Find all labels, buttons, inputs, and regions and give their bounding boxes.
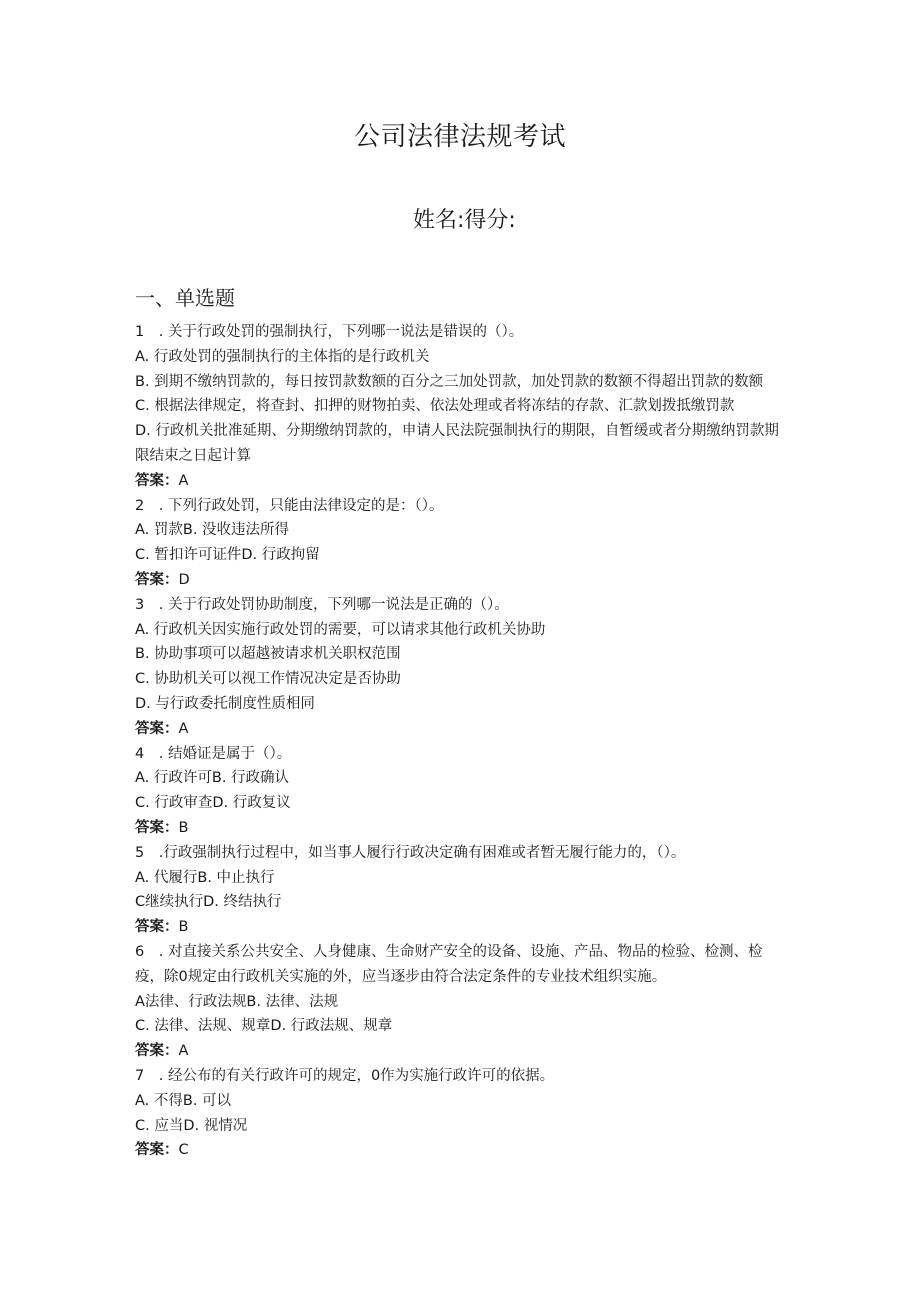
question-option: A. 代履行B. 中止执行: [135, 869, 275, 886]
question-option: C. 行政审查D. 行政复议: [135, 795, 291, 812]
answer-line: [135, 816, 785, 841]
page-title: 公司法律法规考试: [353, 122, 566, 152]
answer-line: [135, 1138, 785, 1163]
question-option: A. 行政许可B. 行政确认: [135, 770, 290, 787]
answer-line: [135, 469, 785, 494]
answer-line: [135, 1039, 785, 1064]
question-stem: 2 . 下列行政处罚，只能由法律设定的是：（）。: [135, 497, 444, 514]
answer-label: 答案：: [135, 819, 179, 836]
question-stem: 1 . 关于行政处罚的强制执行，下列哪一说法是错误的（）。: [135, 324, 524, 340]
question-option: C继续执行D. 终结执行: [135, 894, 282, 911]
question-option: C. 应当D. 视情况: [135, 1117, 248, 1134]
question-option: C. 协助机关可以视工作情况决定是否协助: [135, 671, 401, 688]
question-option: A法律、行政法规B. 法律、法规: [135, 993, 339, 1010]
question-stem: 3 . 关于行政处罚协助制度，下列哪一说法是正确的（）。: [135, 596, 509, 613]
question-option: B. 协助事项可以超越被请求机关职权范围: [135, 646, 401, 663]
answer-value: C: [178, 1142, 189, 1159]
answer-value: A: [178, 720, 189, 737]
answer-label: 答案：: [135, 571, 179, 588]
question-option: C. 暂扣许可证件D. 行政拘留: [135, 547, 320, 564]
answer-value: D: [178, 571, 190, 588]
question-stem: 7 . 经公布的有关行政许可的规定，0作为实施行政许可的依据。: [135, 1067, 555, 1084]
question-option: A. 行政机关因实施行政处罚的需要，可以请求其他行政机关协助: [135, 621, 546, 638]
question-option: D. 与行政委托制度性质相同: [135, 695, 315, 712]
question-option: A. 不得B. 可以: [135, 1092, 232, 1109]
answer-label: 答案：: [135, 472, 179, 489]
answer-label: 答案：: [135, 1142, 179, 1159]
answer-value: A: [178, 472, 189, 489]
answer-line: [135, 915, 785, 940]
question-option: C. 法律、法规、规章D. 行政法规、规章: [135, 1018, 393, 1035]
question-stem: 5 .行政强制执行过程中，如当事人履行行政决定确有困难或者暂无履行能力的，（）。: [135, 844, 686, 861]
answer-value: A: [178, 1043, 189, 1060]
section-heading: 一、单选题: [135, 286, 235, 310]
question-option: C. 根据法律规定，将查封、扣押的财物拍卖、依法处理或者将冻结的存款、汇款划拨抵缴罚款: [135, 398, 735, 415]
question-option: B. 到期不缴纳罚款的，每日按罚款数额的百分之三加处罚款，加处罚款的数额不得超出罚款的数额: [135, 373, 764, 390]
question-option: A. 行政处罚的强制执行的主体指的是行政机关: [135, 348, 430, 365]
question-list: [135, 320, 785, 1163]
answer-value: B: [178, 919, 189, 936]
answer-value: B: [178, 819, 189, 836]
question-option: D. 行政机关批准延期、分期缴纳罚款的，申请人民法院强制执行的期限，自暂缓或者分期缴纳罚款期限结束之日起计算: [135, 423, 779, 464]
question-stem: 6 . 对直接关系公共安全、人身健康、生命财产安全的设备、设施、产品、物品的检验、检测、检疫，除0规定由行政机关实施的外，应当逐步由符合法定条件的专业技术组织实施。: [135, 943, 763, 985]
answer-line: [135, 568, 785, 593]
question-stem: 4 . 结婚证是属于（）。: [135, 745, 292, 762]
answer-line: [135, 717, 785, 742]
answer-label: 答案：: [135, 1043, 179, 1060]
name-score-line: 姓名:得分:: [413, 208, 516, 233]
question-option: A. 罚款B. 没收违法所得: [135, 522, 290, 539]
answer-label: 答案：: [135, 919, 179, 936]
answer-label: 答案：: [135, 720, 179, 737]
